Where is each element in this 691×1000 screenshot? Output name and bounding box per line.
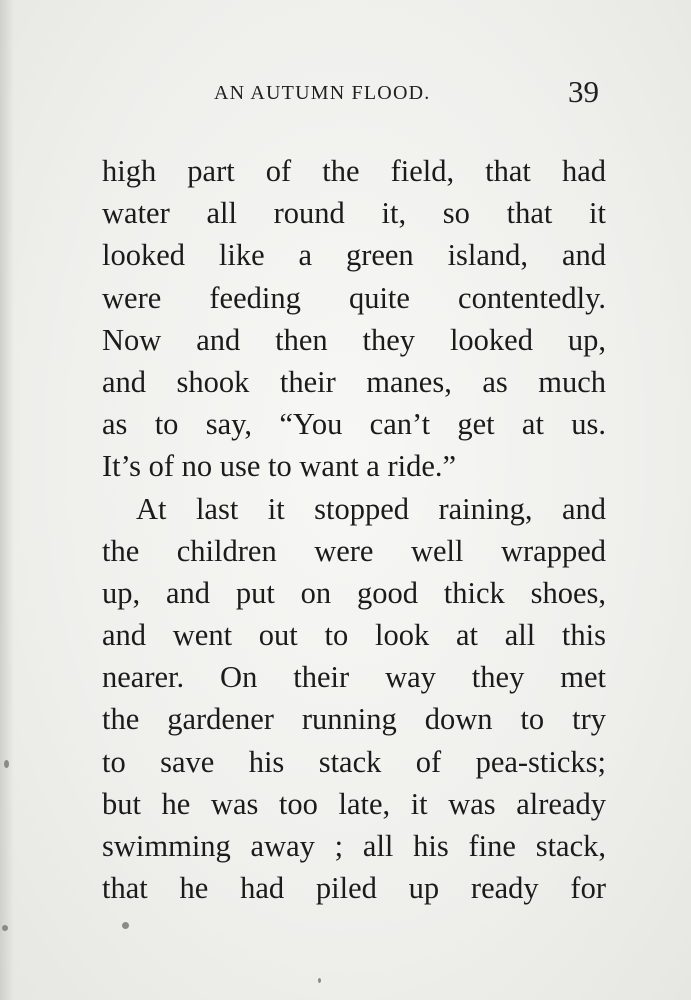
text-line: It’s of no use to want a ride.” xyxy=(102,449,457,484)
body-text xyxy=(102,150,606,909)
text-line: the gardener running down to try xyxy=(102,702,606,737)
text-line: to save his stack of pea-sticks; xyxy=(102,744,606,779)
text-line-paragraph-start: At last it stopped raining, and xyxy=(136,491,606,526)
text-line: but he was too late, it was already xyxy=(102,786,606,821)
running-title: AN AUTUMN FLOOD. xyxy=(214,82,431,104)
page-number: 39 xyxy=(568,74,599,109)
paper-speck xyxy=(318,978,321,983)
text-line: water all round it, so that it xyxy=(102,196,606,231)
gutter-shadow xyxy=(0,0,14,1000)
text-line: looked like a green island, and xyxy=(102,238,606,273)
text-line: the children were well wrapped xyxy=(102,533,606,568)
paper-speck xyxy=(4,760,9,768)
text-line: were feeding quite contentedly. xyxy=(102,280,606,315)
text-line: that he had piled up ready for xyxy=(102,871,606,906)
text-line: swimming away ; all his fine stack, xyxy=(102,829,606,863)
text-line: high part of the field, that had xyxy=(102,154,606,188)
text-line: as to say, “You can’t get at us. xyxy=(102,407,606,442)
text-line: Now and then they looked up, xyxy=(102,322,606,357)
paper-speck xyxy=(122,922,129,929)
text-line: and shook their manes, as much xyxy=(102,364,606,399)
text-line: nearer. On their way they met xyxy=(102,660,606,695)
page-header xyxy=(0,74,691,114)
text-line: and went out to look at all this xyxy=(102,618,606,653)
text-line: up, and put on good thick shoes, xyxy=(102,575,606,610)
paper-speck xyxy=(2,925,8,931)
